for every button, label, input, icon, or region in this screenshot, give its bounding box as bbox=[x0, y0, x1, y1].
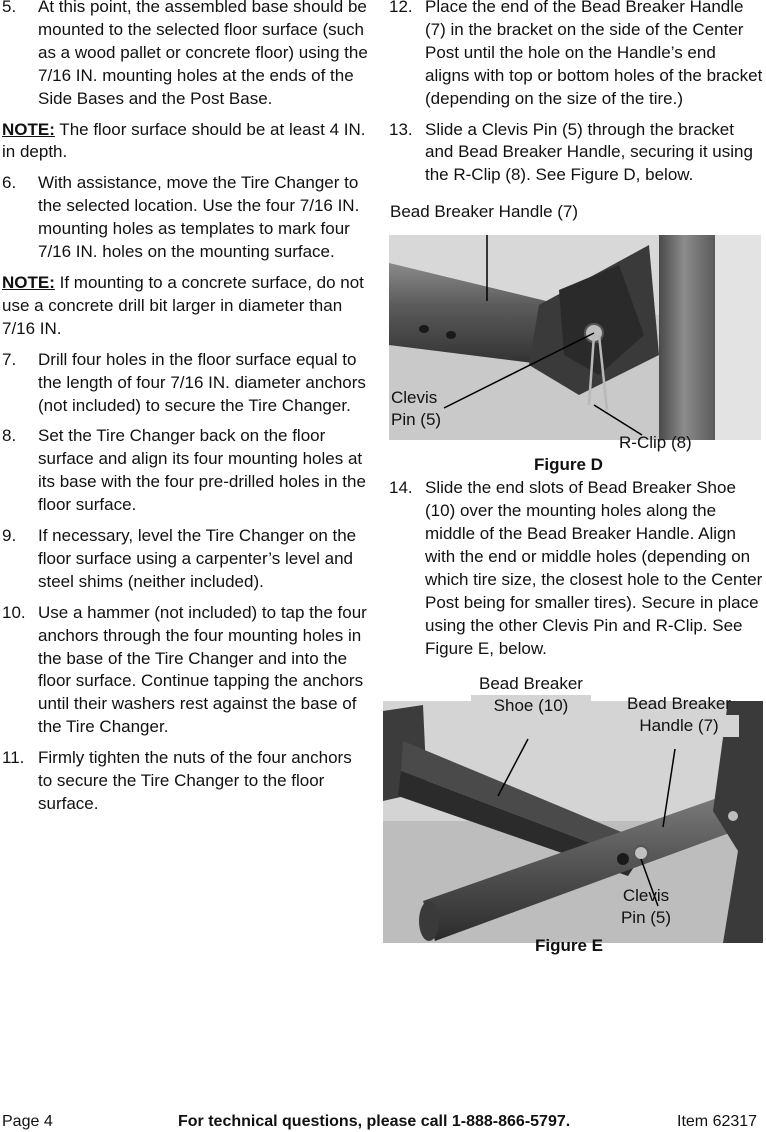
step-text: Set the Tire Changer back on the floor surface and align its four mounting holes at its base with the four pre-drilled holes in the floor surface. bbox=[38, 426, 366, 515]
figure-e bbox=[389, 669, 764, 959]
step-8 bbox=[2, 425, 370, 517]
note-label: NOTE: bbox=[2, 119, 55, 139]
footer-technical-questions: For technical questions, please call 1-888-866-5797. bbox=[178, 1113, 571, 1130]
step-text: Firmly tighten the nuts of the four anchors to secure the Tire Changer to the floor surface. bbox=[38, 748, 352, 813]
label-r-clip: R-Clip (8) bbox=[619, 433, 692, 453]
step-number: 10. bbox=[2, 602, 26, 622]
step-13 bbox=[389, 119, 764, 188]
step-number: 13. bbox=[389, 119, 413, 139]
label-bead-breaker-handle: Bead Breaker Handle (7) bbox=[390, 202, 579, 222]
note-label: NOTE: bbox=[2, 272, 55, 292]
label-handle-line2: Handle (7) bbox=[619, 715, 739, 737]
step-number: 7. bbox=[2, 349, 17, 369]
label-handle-line1: Bead Breaker bbox=[627, 693, 731, 713]
right-column bbox=[389, 0, 764, 959]
note-text: The floor surface should be at least 4 IN. in depth. bbox=[2, 119, 366, 162]
step-7 bbox=[2, 349, 370, 418]
step-text: At this point, the assembled base should be mounted to the selected floor surface (such as a wood pallet or concrete floor) using the 7/16 IN. mounting holes at the ends of the Side Bases and the Post Base. bbox=[38, 0, 368, 108]
footer-item-number: Item 62317 bbox=[677, 1113, 758, 1130]
step-text: Place the end of the Bead Breaker Handle (7) in the bracket on the side of the Center Post until the hole on the Handle’s end aligns with top or bottom holes of the bracket (depending on the size of the tire.) bbox=[425, 0, 763, 108]
footer-page-number: Page 4 bbox=[2, 1113, 53, 1130]
figure-e-caption: Figure E bbox=[535, 935, 604, 955]
figure-d-photo bbox=[389, 235, 761, 440]
step-text: Slide a Clevis Pin (5) through the bracket and Bead Breaker Handle, securing it using the R-Clip (8). See Figure D, below. bbox=[425, 119, 753, 185]
step-5 bbox=[2, 0, 370, 111]
note-concrete bbox=[2, 272, 370, 341]
left-column bbox=[2, 0, 370, 824]
label-clevis-line2: Pin (5) bbox=[620, 907, 672, 927]
note-floor-depth bbox=[2, 119, 370, 165]
step-10 bbox=[2, 602, 370, 739]
step-text: With assistance, move the Tire Changer to the selected location. Use the four 7/16 IN. mounting holes as templates to mark four 7/16 IN. holes on the mounting surface. bbox=[38, 173, 360, 262]
step-number: 8. bbox=[2, 426, 17, 446]
step-text: Drill four holes in the floor surface equal to the length of four 7/16 IN. diameter anchors (not included) to secure the Tire Changer. bbox=[38, 349, 366, 415]
step-12 bbox=[389, 0, 764, 111]
step-6 bbox=[2, 172, 370, 264]
label-shoe-line2: Shoe (10) bbox=[471, 695, 591, 717]
step-9 bbox=[2, 525, 370, 594]
step-14 bbox=[389, 477, 764, 660]
step-number: 14. bbox=[389, 478, 413, 498]
label-clevis-pin-line1: Clevis bbox=[391, 388, 438, 408]
note-text: If mounting to a concrete surface, do not use a concrete drill bit larger in diameter than 7/16 IN. bbox=[2, 272, 364, 338]
step-11 bbox=[2, 747, 370, 816]
step-number: 12. bbox=[389, 0, 413, 16]
label-clevis-pin-line2: Pin (5) bbox=[391, 410, 442, 430]
figure-e-photo bbox=[383, 701, 763, 943]
step-number: 5. bbox=[2, 0, 17, 16]
figure-d bbox=[389, 195, 764, 477]
step-number: 6. bbox=[2, 173, 17, 193]
step-number: 11. bbox=[2, 748, 25, 768]
step-text: Use a hammer (not included) to tap the four anchors through the four mounting holes in the base of the Tire Changer and into the floor surface. Continue tapping the anchors until their washers rest against the base of the Tire Changer. bbox=[38, 602, 367, 737]
label-clevis-line1: Clevis bbox=[622, 885, 670, 905]
step-text: Slide the end slots of Bead Breaker Shoe (10) over the mounting holes along the middle of the Bead Breaker Handle. Align with the end or middle holes (depending on which tire size, the closest hole to the Center Post being for smaller tires). Secure in place using the other Clevis Pin and R-Clip. See Figure E, below. bbox=[425, 478, 763, 658]
label-shoe-line1: Bead Breaker bbox=[479, 673, 583, 693]
figure-d-caption: Figure D bbox=[534, 455, 603, 475]
step-number: 9. bbox=[2, 526, 17, 546]
step-text: If necessary, level the Tire Changer on the floor surface using a carpenter’s level and steel shims (neither included). bbox=[38, 526, 357, 591]
